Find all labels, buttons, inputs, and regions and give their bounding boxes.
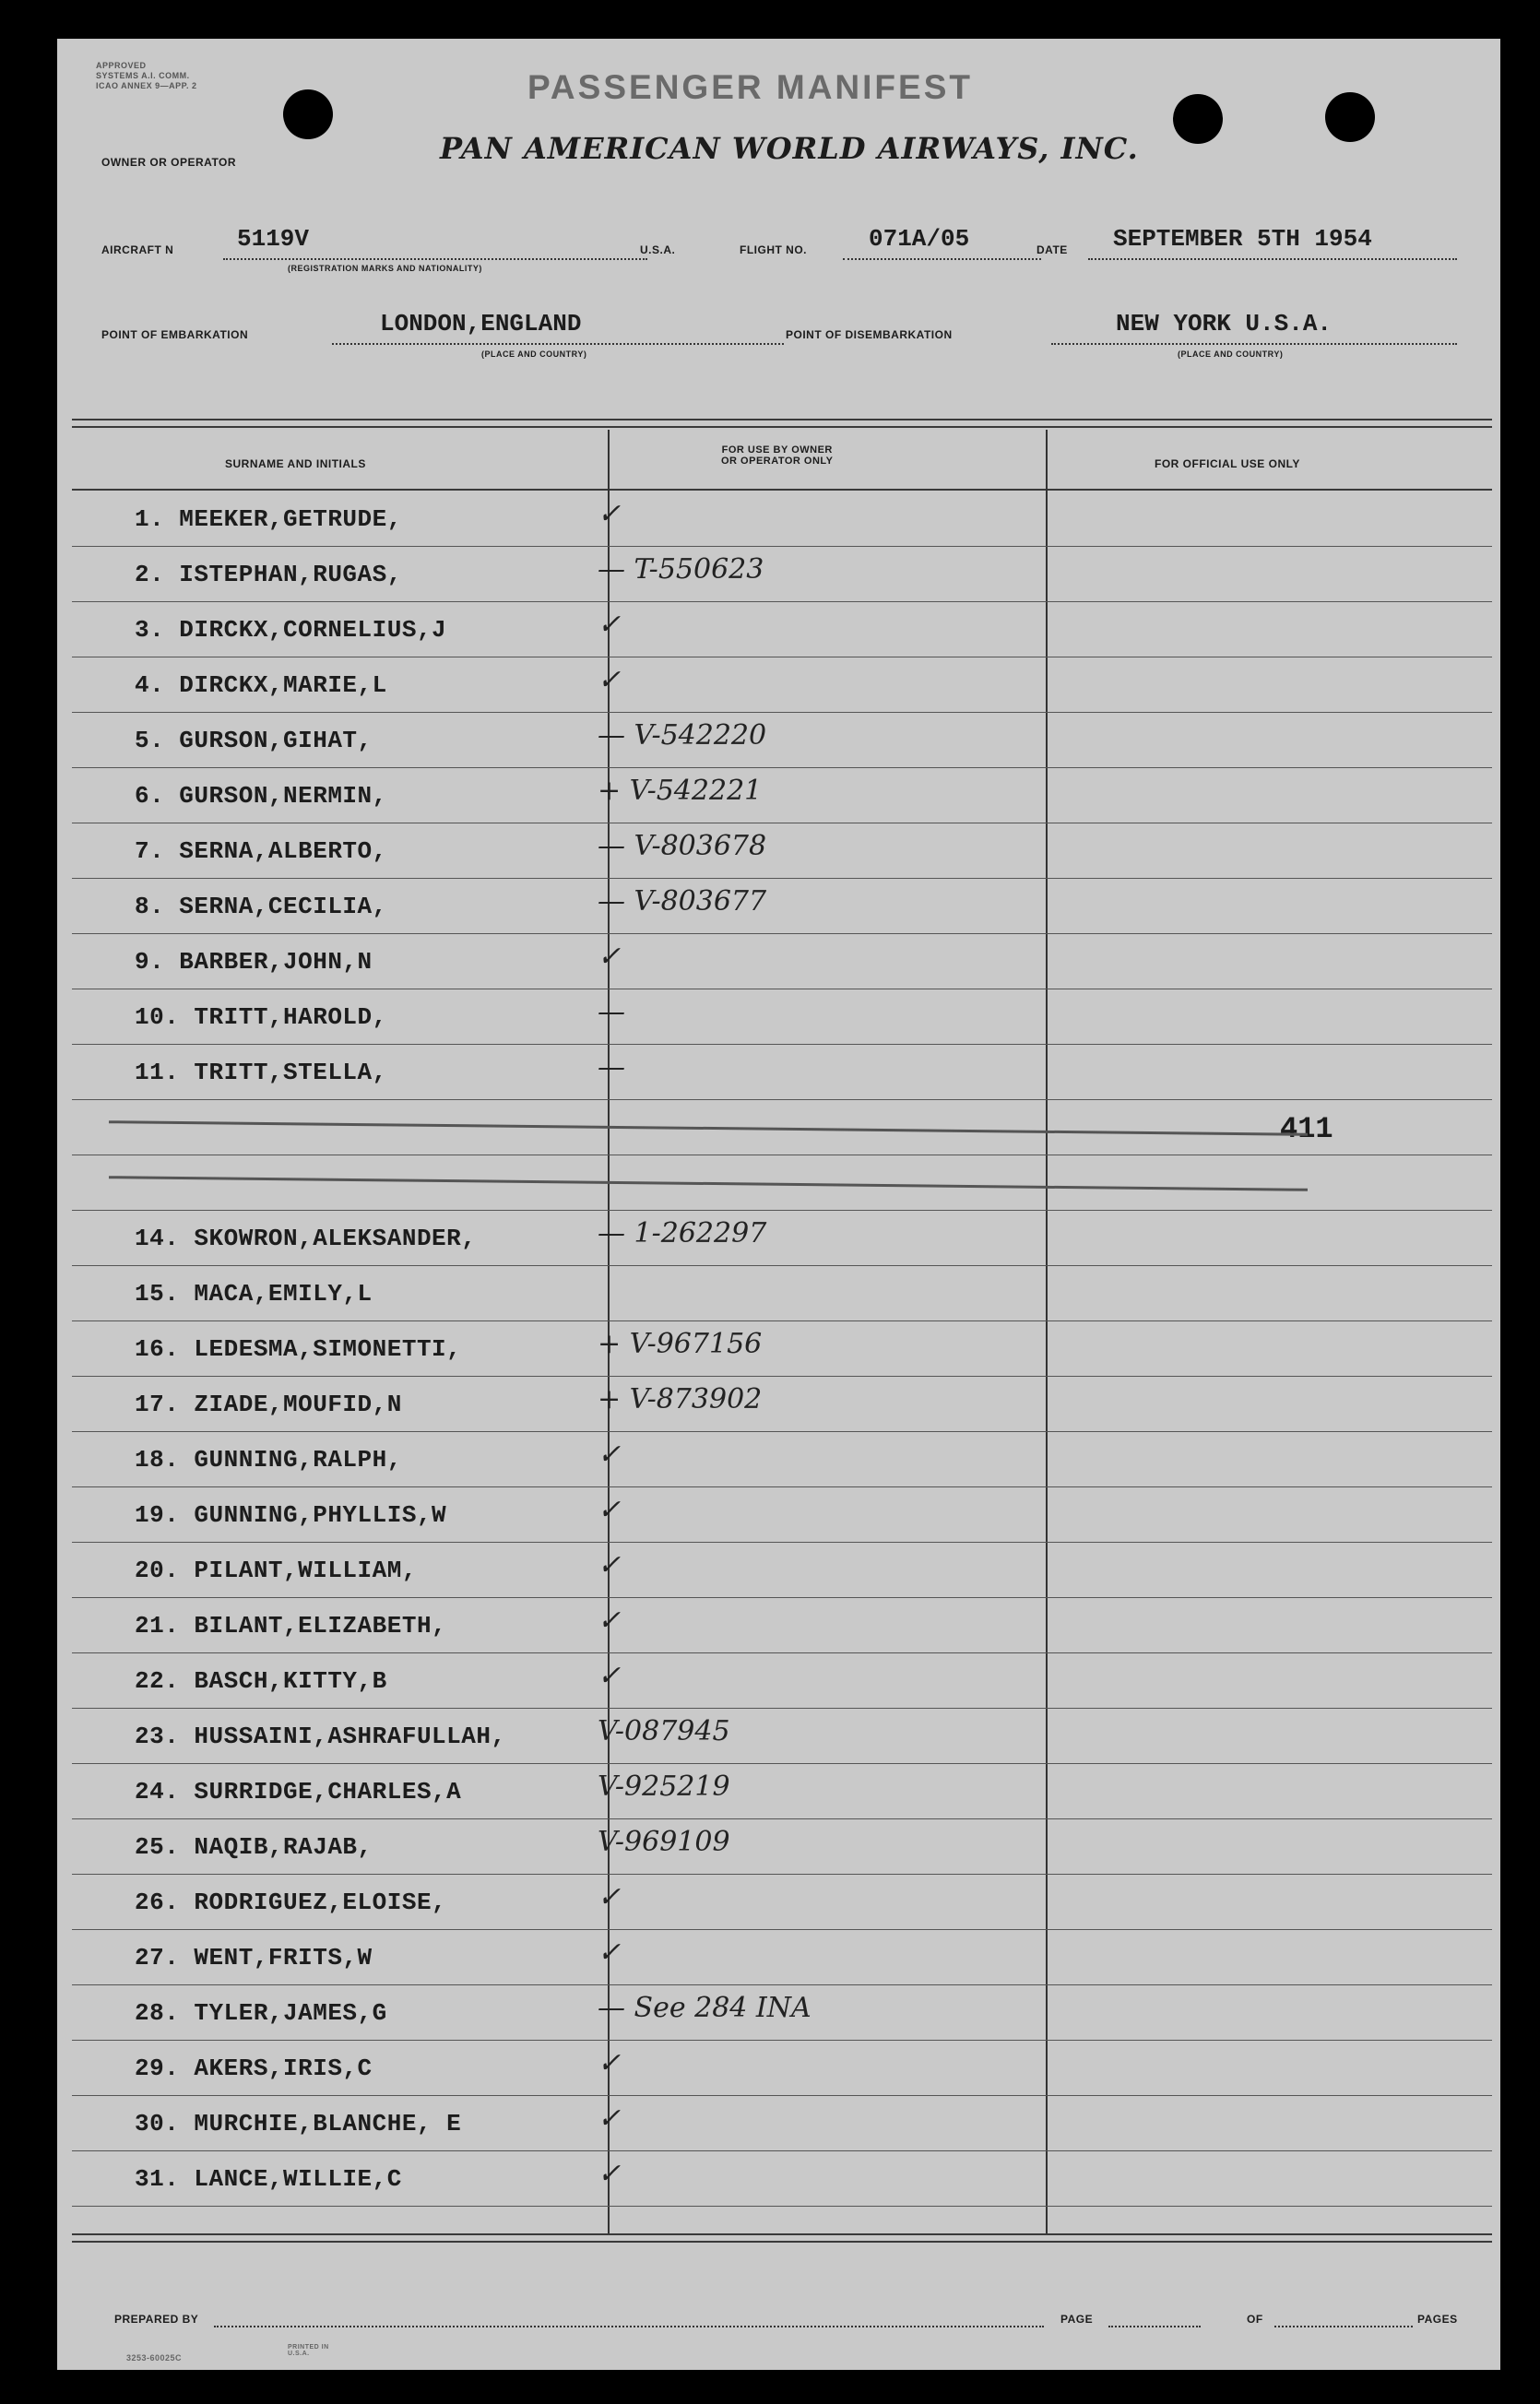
passenger-name: 15. MACA,EMILY,L <box>135 1280 373 1308</box>
aircraft-value: 5119V <box>237 225 310 253</box>
passenger-row <box>72 1929 1492 1985</box>
passenger-row <box>72 1431 1492 1487</box>
passenger-row <box>72 1099 1492 1155</box>
passenger-row <box>72 712 1492 768</box>
passenger-name: 6. GURSON,NERMIN, <box>135 782 387 810</box>
registration-note: (REGISTRATION MARKS AND NATIONALITY) <box>288 264 482 273</box>
passenger-name: 14. SKOWRON,ALEKSANDER, <box>135 1225 477 1252</box>
punch-hole-right-1 <box>1173 94 1223 144</box>
operator-mark: V-925219 <box>598 1770 730 1803</box>
operator-mark: — <box>598 996 625 1028</box>
passenger-row <box>72 767 1492 823</box>
passenger-row <box>72 1597 1492 1653</box>
operator-mark: ✓ <box>598 609 622 641</box>
passenger-row <box>72 1874 1492 1930</box>
operator-mark: — V-803678 <box>598 830 767 862</box>
passenger-row <box>72 823 1492 879</box>
embark-value: LONDON,ENGLAND <box>380 310 582 338</box>
passenger-row <box>72 1542 1492 1598</box>
passenger-name: 30. MURCHIE,BLANCHE, E <box>135 2110 462 2138</box>
passenger-name: 29. AKERS,IRIS,C <box>135 2055 373 2082</box>
passenger-row <box>72 1210 1492 1266</box>
operator-mark: + V-873902 <box>598 1383 763 1415</box>
passenger-name: 22. BASCH,KITTY,B <box>135 1667 387 1695</box>
operator-mark: + V-542221 <box>598 775 763 807</box>
operator-mark: ✓ <box>598 941 622 973</box>
operator-mark: V-087945 <box>598 1715 730 1747</box>
owner-label: OWNER OR OPERATOR <box>101 156 237 169</box>
passenger-name: 24. SURRIDGE,CHARLES,A <box>135 1778 462 1806</box>
airline-name: PAN AMERICAN WORLD AIRWAYS, INC. <box>440 131 1139 166</box>
passenger-row <box>72 1320 1492 1377</box>
passenger-name: 1. MEEKER,GETRUDE, <box>135 505 402 533</box>
passenger-row <box>72 1265 1492 1321</box>
page-underline <box>1108 2326 1201 2327</box>
aircraft-underline <box>223 258 647 260</box>
passenger-name: 8. SERNA,CECILIA, <box>135 893 387 920</box>
passenger-name: 27. WENT,FRITS,W <box>135 1944 373 1972</box>
passenger-name: 10. TRITT,HAROLD, <box>135 1003 387 1031</box>
operator-mark: ✓ <box>598 2047 622 2079</box>
operator-mark: — V-803677 <box>598 885 767 918</box>
passenger-name: 2. ISTEPHAN,RUGAS, <box>135 561 402 588</box>
passenger-name: 19. GUNNING,PHYLLIS,W <box>135 1501 447 1529</box>
flight-underline <box>843 258 1041 260</box>
passenger-row <box>72 2040 1492 2096</box>
operator-mark: — See 284 INA <box>598 1992 811 2024</box>
approval-block <box>96 61 197 91</box>
embark-label: POINT OF EMBARKATION <box>101 328 249 341</box>
passenger-name: 18. GUNNING,RALPH, <box>135 1446 402 1474</box>
passenger-name: 23. HUSSAINI,ASHRAFULLAH, <box>135 1723 506 1750</box>
page-label: PAGE <box>1060 2313 1094 2326</box>
approval-line-3: ICAO ANNEX 9—APP. 2 <box>96 81 197 90</box>
punch-hole-left <box>283 89 333 139</box>
passenger-row <box>72 2095 1492 2151</box>
of-underline <box>1274 2326 1413 2327</box>
punch-hole-right-2 <box>1325 92 1375 142</box>
passenger-name: 9. BARBER,JOHN,N <box>135 948 373 976</box>
passenger-name: 25. NAQIB,RAJAB, <box>135 1833 373 1861</box>
passenger-row <box>72 989 1492 1045</box>
operator-mark: — 1-262297 <box>598 1217 767 1249</box>
form-number: 3253-60025C <box>126 2353 183 2363</box>
passenger-name: 20. PILANT,WILLIAM, <box>135 1557 417 1584</box>
passenger-row <box>72 491 1492 547</box>
pages-label: PAGES <box>1417 2313 1458 2326</box>
operator-mark: V-969109 <box>598 1826 730 1858</box>
operator-mark: ✓ <box>598 1439 622 1471</box>
passenger-name: 28. TYLER,JAMES,G <box>135 1999 387 2027</box>
passenger-row <box>72 1486 1492 1543</box>
approval-line-1: APPROVED <box>96 61 147 70</box>
prepared-label: PREPARED BY <box>114 2313 199 2326</box>
table-bottom-rule-2 <box>72 2241 1492 2243</box>
operator-mark: ✓ <box>598 498 622 530</box>
date-label: DATE <box>1037 243 1068 256</box>
passenger-name: 11. TRITT,STELLA, <box>135 1059 387 1086</box>
disembark-label: POINT OF DISEMBARKATION <box>786 328 953 341</box>
owner-header-line-1: FOR USE BY OWNER <box>721 444 833 456</box>
passenger-row <box>72 933 1492 989</box>
passenger-row <box>72 878 1492 934</box>
passenger-row <box>72 1044 1492 1100</box>
table-top-rule-2 <box>72 426 1492 428</box>
owner-header-line-2: OR OPERATOR ONLY <box>721 456 834 467</box>
col-surname-header: SURNAME AND INITIALS <box>225 457 366 470</box>
passenger-name: 5. GURSON,GIHAT, <box>135 727 373 754</box>
operator-mark: ✓ <box>598 1549 622 1581</box>
operator-mark: — <box>598 1051 625 1084</box>
operator-mark: ✓ <box>598 664 622 696</box>
operator-mark: ✓ <box>598 1494 622 1526</box>
passenger-row <box>72 1652 1492 1709</box>
operator-mark: ✓ <box>598 2158 622 2190</box>
manifest-sheet <box>57 39 1500 2370</box>
passenger-row <box>72 601 1492 657</box>
disembark-underline <box>1051 343 1457 345</box>
passenger-row <box>72 657 1492 713</box>
passenger-name: 31. LANCE,WILLIE,C <box>135 2165 402 2193</box>
operator-mark: — T-550623 <box>598 553 764 586</box>
passenger-name: 16. LEDESMA,SIMONETTI, <box>135 1335 462 1363</box>
passenger-name: 26. RODRIGUEZ,ELOISE, <box>135 1889 447 1916</box>
operator-mark: ✓ <box>598 2102 622 2135</box>
disembark-note: (PLACE AND COUNTRY) <box>1178 349 1284 359</box>
country-label: U.S.A. <box>640 243 676 256</box>
passenger-name: 17. ZIADE,MOUFID,N <box>135 1391 402 1418</box>
passenger-row <box>72 1708 1492 1764</box>
printed-note: PRINTED IN U.S.A. <box>288 2344 329 2357</box>
aircraft-label: AIRCRAFT N <box>101 243 174 256</box>
operator-mark: + V-967156 <box>598 1328 763 1360</box>
page-title: PASSENGER MANIFEST <box>527 68 973 106</box>
passenger-row <box>72 2150 1492 2207</box>
flight-label: FLIGHT NO. <box>740 243 807 256</box>
operator-mark: ✓ <box>598 1605 622 1637</box>
col-official-header: FOR OFFICIAL USE ONLY <box>1155 457 1300 470</box>
passenger-name: 4. DIRCKX,MARIE,L <box>135 671 387 699</box>
passenger-row <box>72 1376 1492 1432</box>
embark-note: (PLACE AND COUNTRY) <box>481 349 587 359</box>
of-label: OF <box>1247 2313 1263 2326</box>
date-value: SEPTEMBER 5TH 1954 <box>1113 225 1372 253</box>
passenger-row <box>72 1818 1492 1875</box>
passenger-row <box>72 546 1492 602</box>
flight-value: 071A/05 <box>869 225 970 253</box>
operator-mark: ✓ <box>598 1881 622 1913</box>
passenger-row <box>72 1763 1492 1819</box>
passenger-name: 7. SERNA,ALBERTO, <box>135 837 387 865</box>
table-bottom-rule <box>72 2233 1492 2235</box>
passenger-row <box>72 1984 1492 2041</box>
passenger-name: 21. BILANT,ELIZABETH, <box>135 1612 447 1640</box>
operator-mark: ✓ <box>598 1936 622 1969</box>
col-owner-header <box>721 444 833 467</box>
date-underline <box>1088 258 1457 260</box>
prepared-underline <box>214 2326 1044 2327</box>
official-note: 411 <box>1280 1112 1333 1146</box>
passenger-row <box>72 1155 1492 1211</box>
embark-underline <box>332 343 784 345</box>
disembark-value: NEW YORK U.S.A. <box>1116 310 1333 338</box>
passenger-name: 3. DIRCKX,CORNELIUS,J <box>135 616 447 644</box>
operator-mark: — V-542220 <box>598 719 767 752</box>
operator-mark: ✓ <box>598 1660 622 1692</box>
approval-line-2: SYSTEMS A.I. COMM. <box>96 71 190 80</box>
table-top-rule <box>72 419 1492 420</box>
